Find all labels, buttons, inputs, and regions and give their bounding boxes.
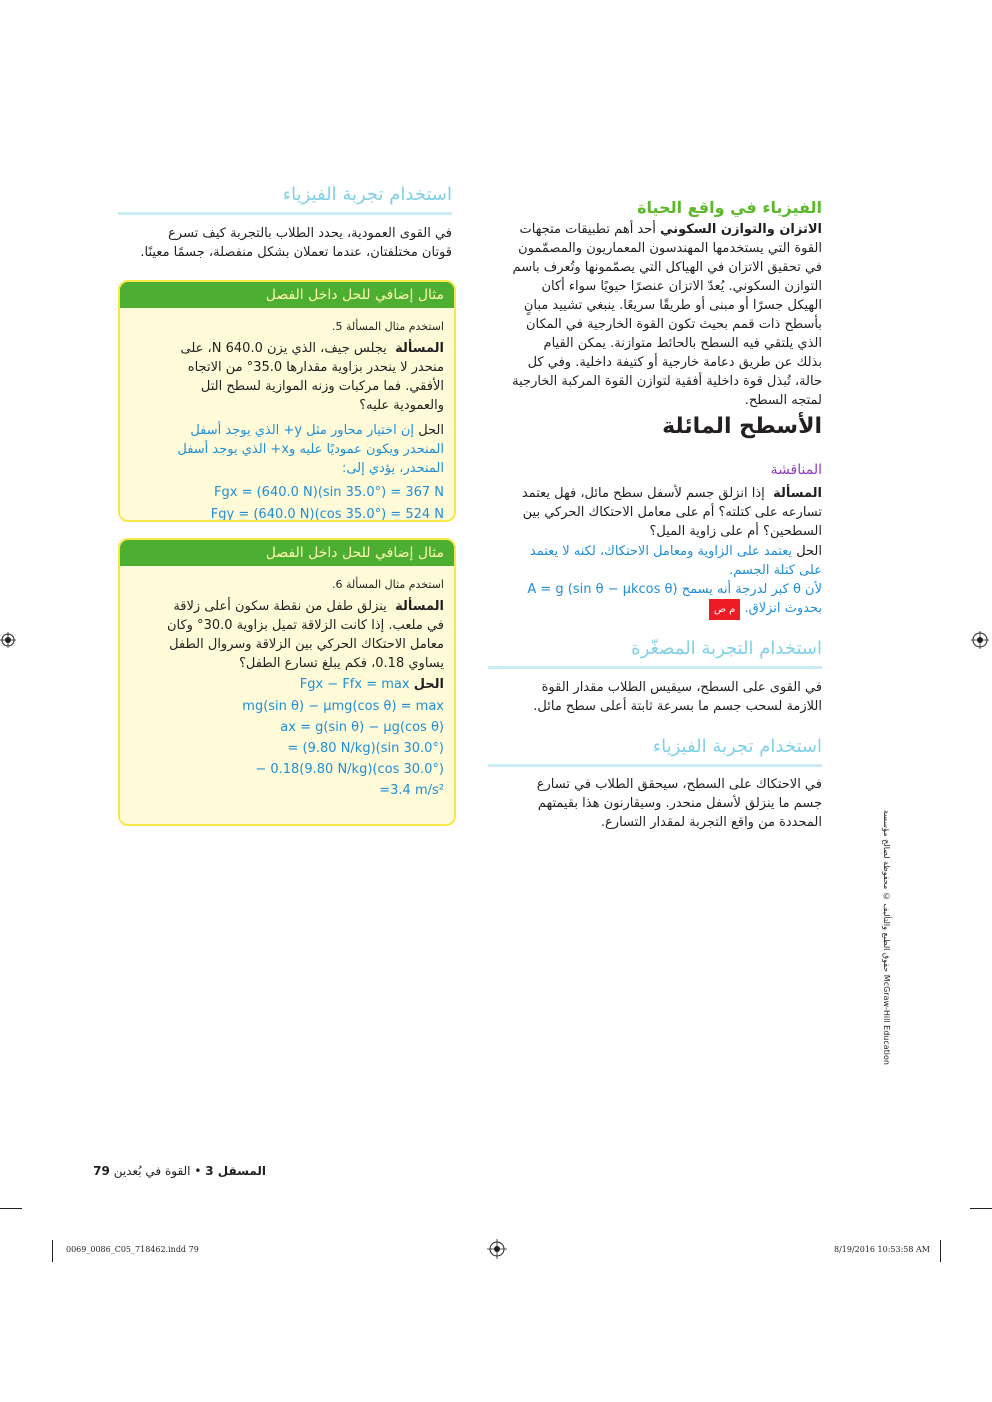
example-question <box>120 333 454 415</box>
equation: mg(sin θ) − μmg(cos θ) = max <box>242 699 444 714</box>
intro-line: أحد أهم تطبيقات متجهات <box>519 222 656 237</box>
discussion-solution <box>488 542 822 620</box>
left-lab-title: استخدام تجربة الفيزياء <box>282 184 452 205</box>
intro-line: الذي يلتقي فيه السطح بالحائط متوازنة. يمكن القيام <box>543 336 822 351</box>
file-info: 0069_0086_C05_718462.indd 79 <box>66 1245 199 1254</box>
solution-line: المنحدر ويكون عموديًا عليه وx+ الذي يوجد أسفل <box>177 442 444 457</box>
physics-lab-line: جسم ما ينزلق لأسفل منحدر. وسيقارنون هذا بقيمتهم <box>537 796 822 811</box>
crop-mark <box>940 1240 941 1262</box>
left-lab-line: قوتان مختلفتان، عندما تعملان بشكل منفصلة، جسمًا معينًا. <box>140 245 452 260</box>
chapter-label: المسقل 3 <box>205 1164 266 1178</box>
page-number: 79 <box>93 1164 110 1178</box>
example-note: استخدم مثال المسألة 5. <box>331 320 444 333</box>
equation: ax = g(sin θ) − μg(cos θ) <box>280 720 444 735</box>
example-solution <box>120 673 454 694</box>
question-line: في ملعب. إذا كانت الزلاقة تميل بزاوية 30.0° وكان <box>166 618 444 633</box>
example-box-1 <box>118 280 456 522</box>
equation: Fgx − Ffx = max <box>299 677 410 692</box>
mini-lab-line: في القوى على السطح، سيقيس الطلاب مقدار القوة <box>541 680 822 695</box>
example-equations <box>120 478 454 522</box>
question-line: ينزلق طفل من نقطة سكون أعلى زلاقة <box>173 599 387 614</box>
question-line: يجلس جيف، الذي يزن 640.0 N، على <box>180 341 387 356</box>
lab-badge: م ص <box>709 599 740 620</box>
chapter-title: القوة في بُعدين <box>113 1164 191 1178</box>
registration-mark-icon <box>0 630 16 650</box>
physics-lab-line: المحددة من واقع التجربة لمقدار التسارع. <box>600 815 822 830</box>
example-header: مثال إضافي للحل داخل الفصل <box>120 540 454 566</box>
real-life-title: الفيزياء في واقع الحياة <box>637 198 822 217</box>
intro-line: في تحقيق الاتزان في الهياكل التي يصمّمونها وتُعرف باسم <box>512 260 822 275</box>
intro-bold: الاتزان والتوازن السكوني <box>660 222 822 237</box>
question-label: المسألة <box>395 599 444 614</box>
registration-mark-icon <box>970 630 990 650</box>
question-line: تسارعه على كتلته؟ أم على معامل الاحتكاك الحركي بين <box>522 505 822 520</box>
intro-line: القوة التي يستخدمها المهندسون المعماريون والمصمّمون <box>518 241 822 256</box>
question-line: معامل الاحتكاك الحركي بين الزلاقة وسروال الطفل <box>169 637 444 652</box>
equation: − 0.18(9.80 N/kg)(cos 30.0°) <box>255 762 444 777</box>
physics-lab-line: في الاحتكاك على السطح، سيحقق الطلاب في تسارع <box>536 777 822 792</box>
question-line: الأفقي. فما مركبات وزنه الموازية لسطح التل <box>200 379 444 394</box>
discussion-label: المناقشة <box>770 462 822 478</box>
left-lab-text <box>118 224 452 262</box>
question-line: منحدر لا ينحدر بزاوية مقدارها 35.0° من الاتجاه <box>187 360 444 375</box>
solution-label: الحل <box>796 544 822 559</box>
mini-lab-title: استخدام التجربة المصغّرة <box>631 638 822 659</box>
question-line: إذا انزلق جسم لأسفل سطح مائل، فهل يعتمد <box>521 486 765 501</box>
crop-mark <box>52 1240 53 1262</box>
solution-line: المنحدر، يؤدي إلى: <box>341 461 444 476</box>
example-note: استخدم مثال المسألة 6. <box>331 578 444 591</box>
example-equations <box>120 694 454 801</box>
intro-line: بذلك عن طريق دعامة خارجية أو كتيفة داخلية. وفي كل <box>527 355 822 370</box>
question-line: يساوي 0.18، فكم يبلغ تسارع الطفل؟ <box>238 656 444 671</box>
intro-line: التوازن السكوني. يُعدّ الاتزان عنصرًا حيويًا سواء أكان <box>541 279 822 294</box>
solution-line: يعتمد على الزاوية ومعامل الاحتكاك، لكنه لا يعتمد <box>529 544 793 559</box>
solution-line: على كتلة الجسم. <box>729 563 822 578</box>
formula-tail: بحدوث انزلاق. <box>744 601 822 616</box>
date-info: 8/19/2016 10:53:58 AM <box>833 1245 930 1254</box>
equation: =3.4 m/s² <box>379 783 444 798</box>
intro-line: الهيكل جسرًا أو مبنى أو طريقًا سريعًا. ينبغي تشييد مبانٍ <box>523 298 822 313</box>
solution-label: الحل <box>418 423 444 438</box>
solution-label: الحل <box>413 677 444 692</box>
example-box-2 <box>118 538 456 826</box>
mini-lab-line: اللازمة لسحب جسم ما بسرعة ثابتة أعلى سطح مائل. <box>533 699 822 714</box>
page-footer: المسقل 3 • القوة في بُعدين 79 <box>93 1164 266 1178</box>
formula: A = g (sin θ − μkcos θ) <box>527 582 678 597</box>
crop-mark <box>970 1208 992 1209</box>
question-label: المسألة <box>773 486 822 501</box>
question-label: المسألة <box>395 341 444 356</box>
divider <box>488 666 822 669</box>
intro-line: بأسطح ذات قمم بحيث تكون القوة الخارجية في المكان <box>526 317 822 332</box>
section-heading: الأسطح المائلة <box>662 414 822 439</box>
mini-lab-text <box>488 678 822 716</box>
formula-text: لأن θ كبر لدرجة أنه يسمح <box>681 582 822 597</box>
intro-paragraph <box>488 220 822 410</box>
intro-line: حالة، تُبذل قوة داخلية أفقية لتوازن القوة المركبة الخارجية <box>512 374 822 389</box>
physics-lab-text <box>488 775 822 832</box>
question-line: السطحين؟ أم على زاوية الميل؟ <box>649 524 822 539</box>
equation: Fgy = (640.0 N)(cos 35.0°) = 524 N <box>210 507 444 522</box>
solution-line: إن اختيار محاور مثل y+ الذي يوجد أسفل <box>190 423 415 438</box>
divider <box>488 764 822 767</box>
equation: Fgx = (640.0 N)(sin 35.0°) = 367 N <box>214 485 444 500</box>
physics-lab-title: استخدام تجربة الفيزياء <box>652 736 822 757</box>
question-line: والعمودية عليه؟ <box>359 398 444 413</box>
equation: = (9.80 N/kg)(sin 30.0°) <box>287 741 444 756</box>
registration-mark-icon <box>486 1238 508 1260</box>
divider <box>118 212 452 215</box>
example-header: مثال إضافي للحل داخل الفصل <box>120 282 454 308</box>
intro-line: لمتجه السطح. <box>744 393 822 408</box>
example-solution <box>120 415 454 478</box>
discussion-question <box>488 484 822 541</box>
left-lab-line: في القوى العمودية، يحدد الطلاب بالتجربة كيف تسرع <box>168 226 452 241</box>
copyright-side-text: حقوق الطبع والتأليف © محفوظة لصالح مؤسسة McGraw-Hill Education <box>882 810 891 1065</box>
example-question <box>120 591 454 673</box>
crop-mark <box>0 1208 22 1209</box>
